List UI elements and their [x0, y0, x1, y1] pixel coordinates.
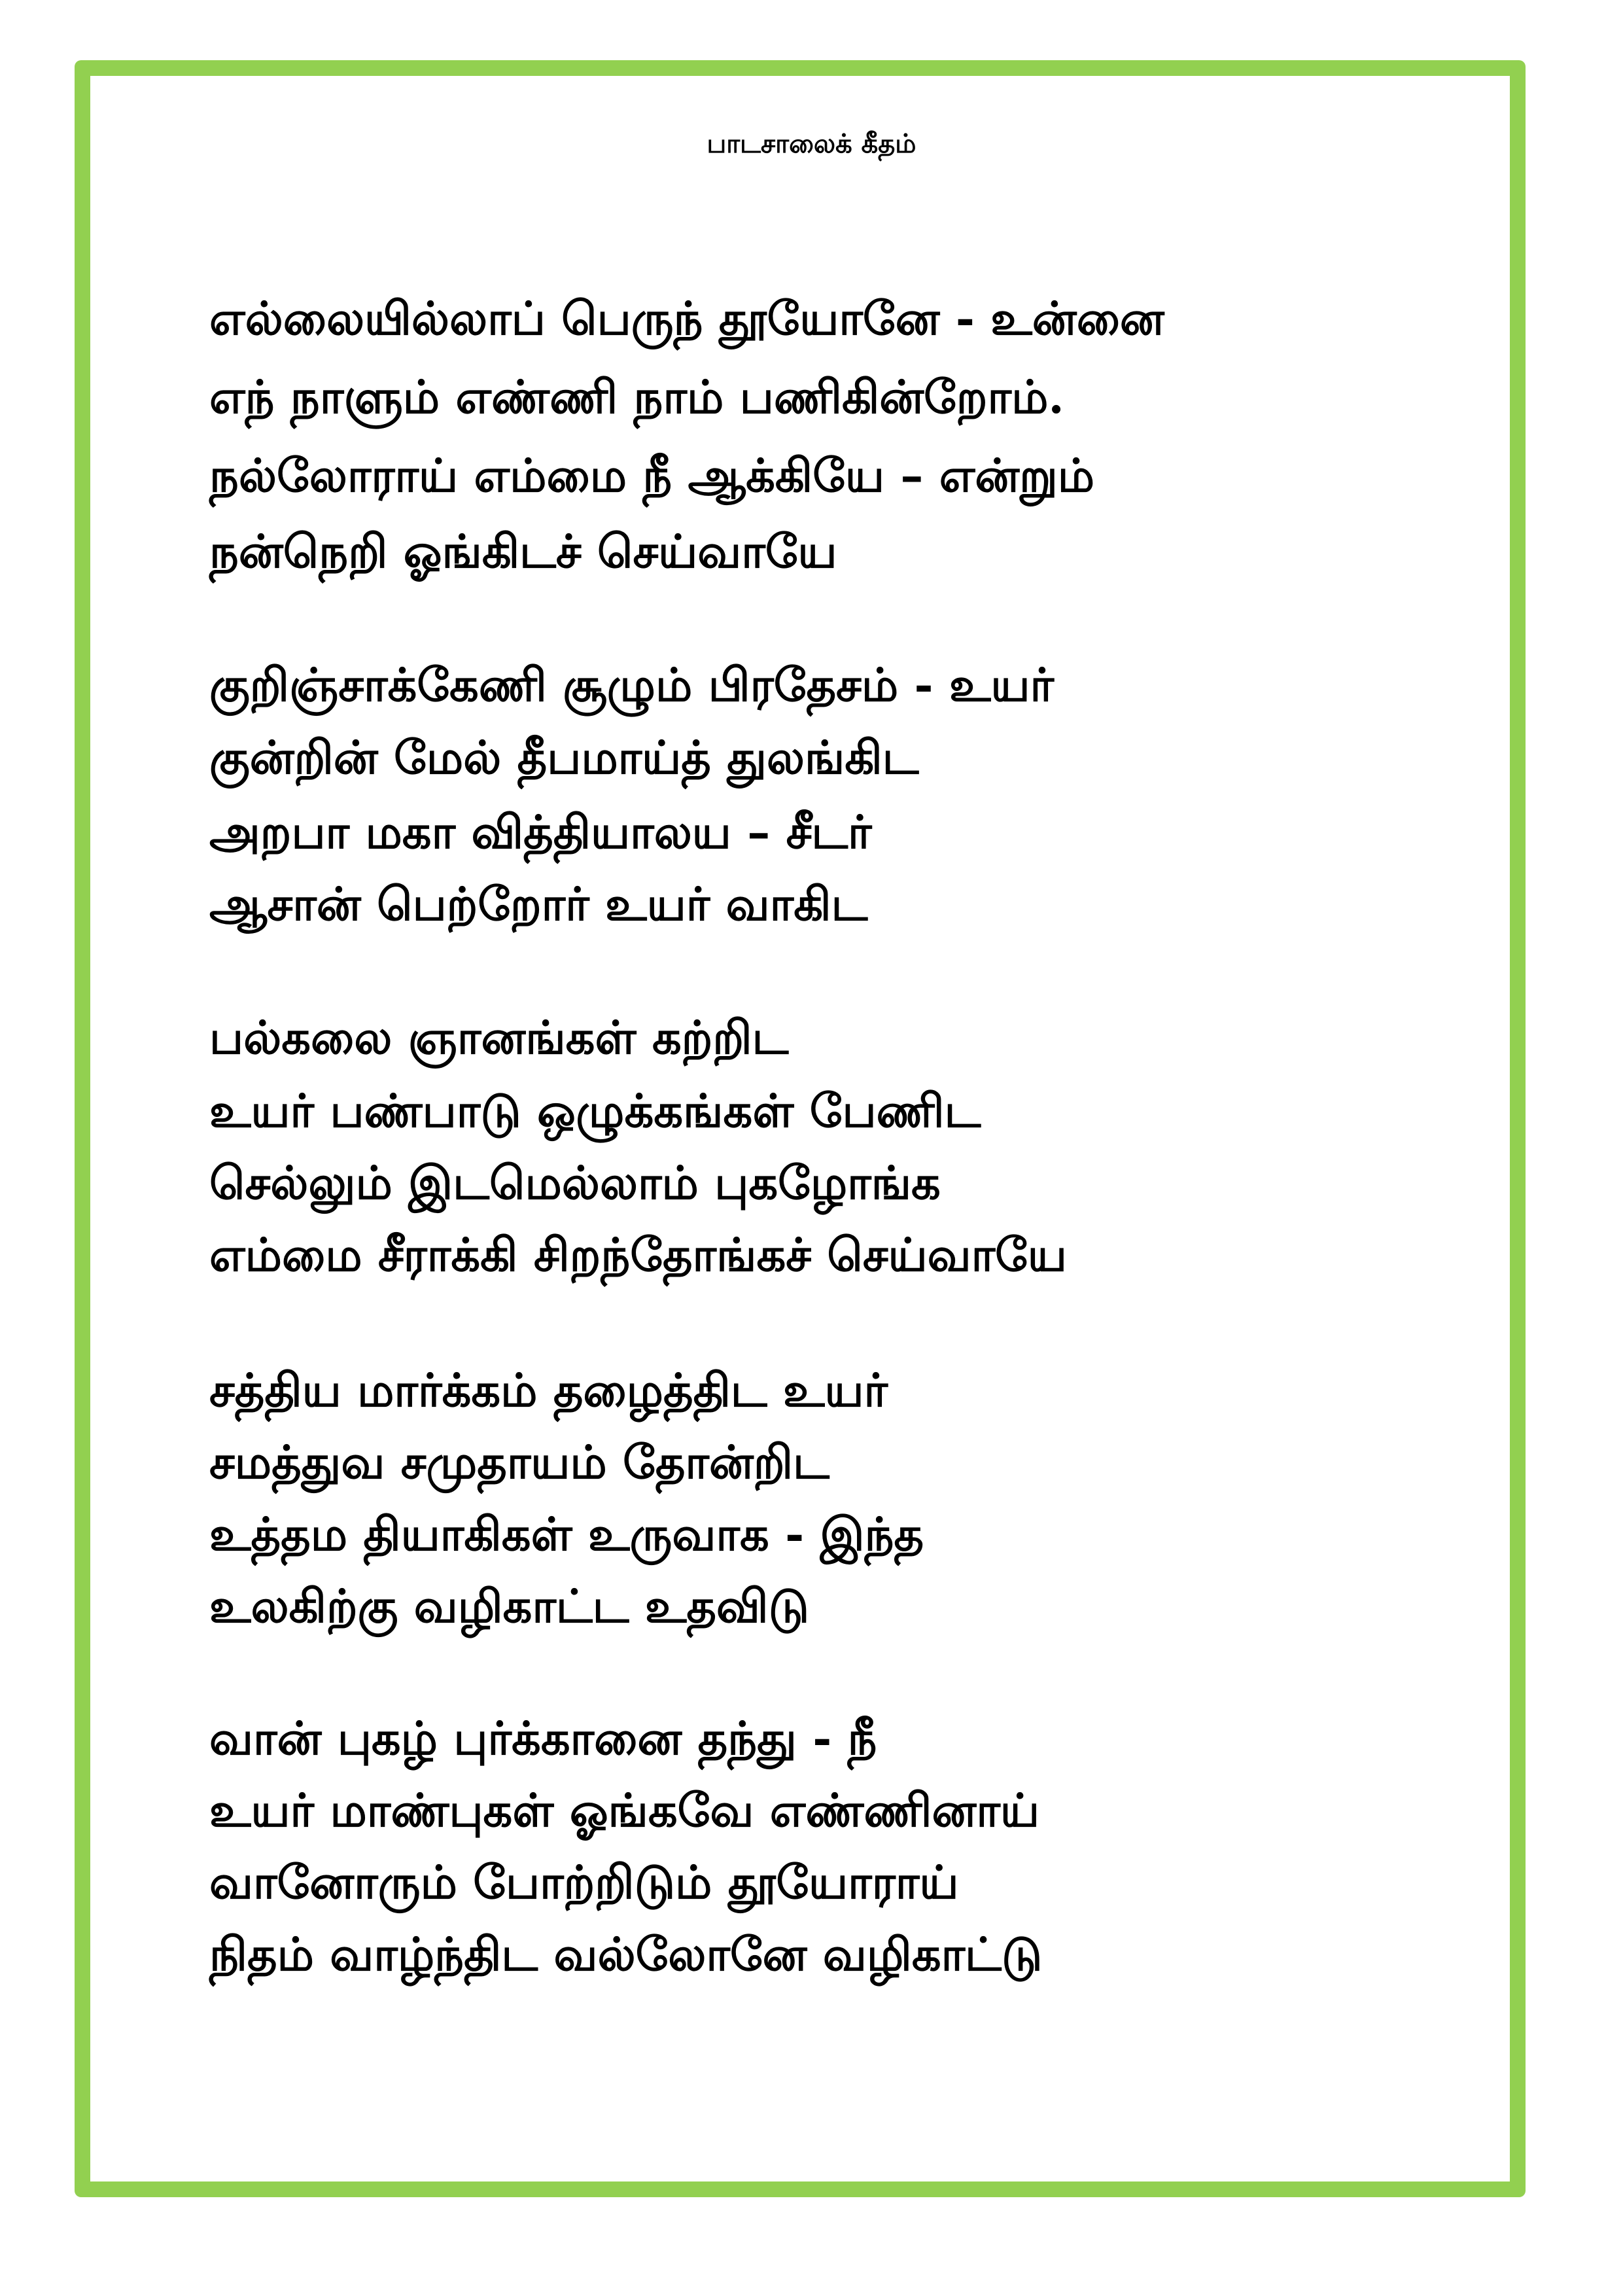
poem-line: எந் நாளும் எண்ணி நாம் பணிகின்றோம். — [209, 370, 1064, 424]
poem-line: நிதம் வாழ்ந்திட வல்லோனே வழிகாட்டு — [209, 1927, 1043, 1981]
poem-line: எம்மை சீராக்கி சிறந்தோங்கச் செய்வாயே — [209, 1227, 1067, 1282]
poem-line: உயர் பண்பாடு ஒழுக்கங்கள் பேணிட — [209, 1084, 981, 1138]
poem-line: வான் புகழ் புர்க்கானை தந்து - நீ — [209, 1711, 877, 1765]
poem-line: ஆசான் பெற்றோர் உயர் வாகிட — [209, 877, 868, 931]
poem-line: வானோரும் போற்றிடும் தூயோராய் — [209, 1855, 959, 1909]
poem-line: உத்தம தியாகிகள் உருவாக - இந்த — [209, 1507, 924, 1561]
poem-line: எல்லையில்லாப் பெருந் தூயோனே - உன்னை — [209, 291, 1164, 345]
poem-line: செல்லும் இடமெல்லாம் புகழோங்க — [209, 1156, 941, 1210]
poem-line: நன்நெறி ஓங்கிடச் செய்வாயே — [209, 524, 837, 578]
poem-line: பல்கலை ஞானங்கள் கற்றிட — [209, 1010, 789, 1065]
poem-line: குன்றின் மேல் தீபமாய்த் துலங்கிட — [209, 730, 919, 785]
poem-line: உலகிற்கு வழிகாட்ட உதவிடு — [209, 1579, 810, 1633]
poem-line: சமத்துவ சமுதாயம் தோன்றிட — [209, 1435, 829, 1489]
poem-line: உயர் மாண்புகள் ஓங்கவே எண்ணினாய் — [209, 1783, 1039, 1837]
poem-line: அறபா மகா வித்தியாலய – சீடர் — [209, 805, 872, 859]
poem-line: சத்திய மார்க்கம் தழைத்திட உயர் — [209, 1363, 888, 1417]
poem-line: குறிஞ்சாக்கேணி சூழும் பிரதேசம் - உயர் — [209, 658, 1055, 712]
poem-line: நல்லோராய் எம்மை நீ ஆக்கியே – என்றும் — [209, 448, 1095, 503]
page-title: பாடசாலைக் கீதம் — [707, 128, 916, 159]
